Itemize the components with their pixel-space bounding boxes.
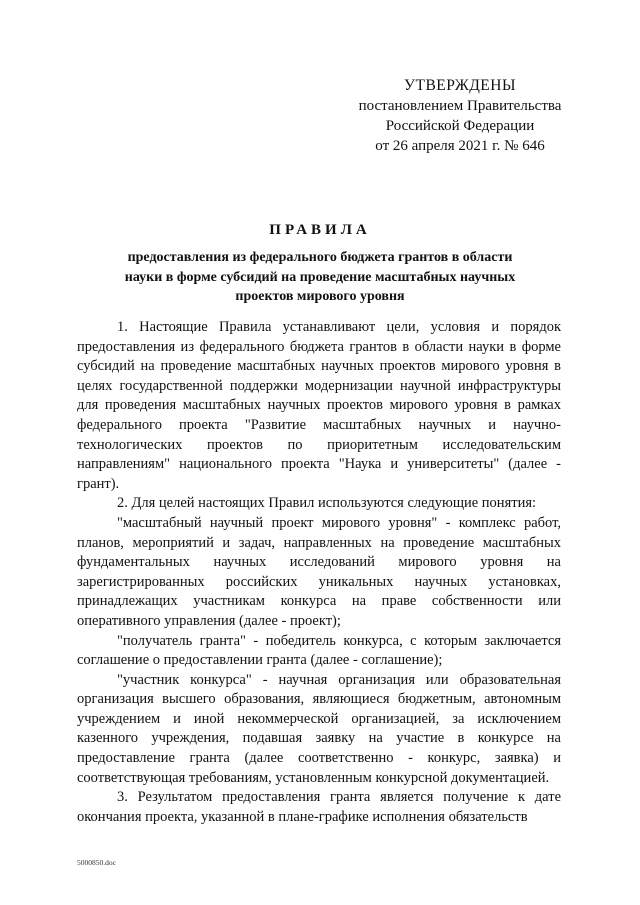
- document-title: ПРАВИЛА: [269, 222, 371, 238]
- paragraph: 2. Для целей настоящих Правил используются следующие понятия:: [117, 495, 537, 512]
- paragraph: "масштабный научный проект мирового уровня" - комплекс работ, планов, мероприятий и задач, направленных на проведение масштабных фундаментальных научных исследований мирового уровня на зарегистрированных российских уникальных научных установках, принадлежащих участникам конкурса на праве собственности или оперативного управления (далее - проект);: [77, 514, 561, 629]
- document-body: [77, 318, 561, 827]
- approval-line-3: от 26 апреля 2021 г. № 646: [375, 138, 545, 154]
- approval-block: [350, 76, 570, 156]
- document-subtitle: предоставления из федерального бюджета грантов в области науки в форме субсидий на проведение масштабных научных проектов мирового уровня: [124, 250, 516, 304]
- paragraph: "получатель гранта" - победитель конкурса, с которым заключается соглашение о предоставлении гранта (далее - соглашение);: [77, 632, 561, 669]
- approval-line-1: постановлением Правительства: [358, 98, 562, 114]
- file-name-footer: 5000850.doc: [77, 858, 116, 867]
- approval-heading: УТВЕРЖДЕНЫ: [404, 77, 516, 94]
- paragraph: 1. Настоящие Правила устанавливают цели, условия и порядок предоставления из федерального бюджета грантов в области науки в форме субсидий на проведение масштабных научных проектов мирового уровня в целях государственной поддержки модернизации научной инфраструктуры для проведения масштабных научных проектов мирового уровня в рамках федерального проекта "Развитие масштабных научных и научно-технологических проектов по приоритетным исследовательским направлениям" национального проекта "Наука и университеты" (далее - грант).: [77, 319, 561, 492]
- paragraph: "участник конкурса" - научная организация или образовательная организация высшего образования, являющиеся бюджетным, автономным учреждением и иной некоммерческой организацией, за исключением казенного учреждения, подавшая заявку на участие в конкурсе на предоставление гранта (далее соответственно - конкурс, заявка) и соответствующая требованиям, установленным конкурсной документацией.: [77, 671, 561, 786]
- paragraph: 3. Результатом предоставления гранта является получение к дате окончания проекта, указанной в плане-графике исполнения обязательств: [77, 789, 561, 825]
- approval-line-2: Российской Федерации: [385, 118, 535, 134]
